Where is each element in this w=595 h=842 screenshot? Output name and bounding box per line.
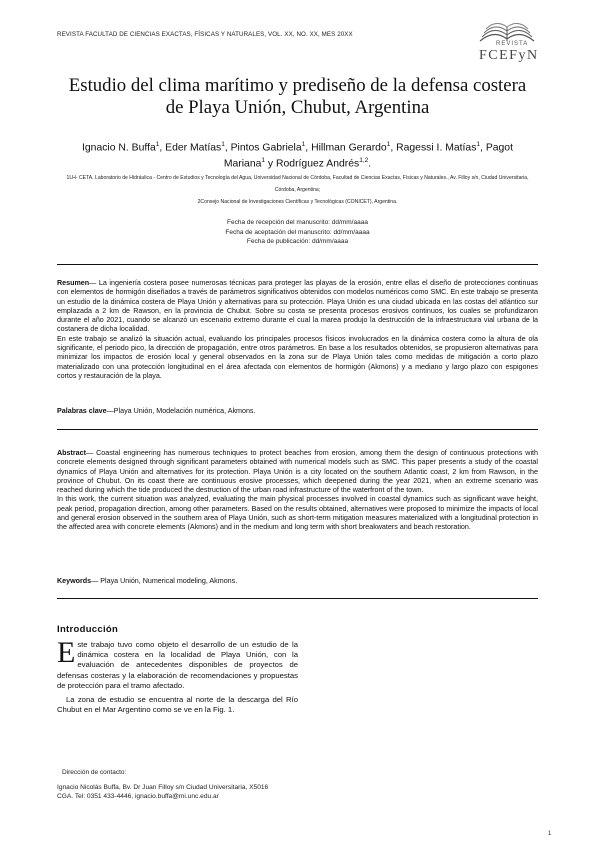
- abstract-block: [57, 449, 538, 533]
- section-heading-text: Introducción: [57, 624, 119, 635]
- author-affil-mark: 1: [476, 141, 481, 148]
- author-name: Hillman Gerardo: [311, 142, 387, 154]
- keywords-label: Keywords: [57, 577, 92, 585]
- manuscript-dates: [150, 218, 445, 247]
- abstract-text-2: In this work, the current situation was analyzed, evaluating the main physical processes involved in coastal dynamics such as significant wave height, peak period, propagation direction, among other parameters. Based on the results obtained, alternatives were proposed to minimize the impacts of local and general erosion observed in the southern area of Playa Unión, such as short-term mitigation measures materialized with a longitudinal protection in the affected area with concrete elements (Akmons) and in the medium and long term with short breakwaters and beach restoration.: [57, 495, 538, 532]
- author-affil-mark: 1: [386, 141, 391, 148]
- intro-body: [57, 636, 298, 715]
- resumen-text-1: — La ingeniería costera posee numerosas técnicas para proteger las playas de la erosión, entre ellas el diseño de protecciones continuas con elementos de hormigón diseñados a través de parámetros significativos obtenidos con modelos numéricos como SMC. En este trabajo se presenta un estudio de la dinámica costera de Playa Unión y alternativas para su protección. Playa Unión es una ciudad ubicada en las costas del atlántico sur emplazada a 2 km de Rawson, en la provincia de Chubut. Sobre su costa se presenta procesos erosivos continuos, los cuales se profundizaron durante el año 2021, cuando se alcanzó un escenario extremo durante el cual la marea produjo la destrucción de la infraestructura vial urbana de la costanera de dicha localidad.: [57, 279, 538, 334]
- date-received: Fecha de recepción del manuscrito: dd/mm/aaaa: [227, 219, 368, 226]
- journal-logo: [462, 17, 552, 63]
- resumen-label: Resumen: [57, 279, 90, 287]
- author-name: Ragessi I. Matías: [396, 142, 477, 154]
- author-affil-mark: 1: [155, 141, 160, 148]
- author-list: Ignacio N. Buffa$^1$, Eder Matías$^1$, Pintos Gabriela$^1$, Hillman Gerardo$^1$, Ragessi I. Matías$^1$, Pagot Mariana$^1$ y Rodríguez Andrés$^{1,2}$.: [82, 141, 513, 170]
- intro-text-2: La zona de estudio se encuentra al norte de la descarga del Río Chubut en el Mar Argentino como se ve en la Fig. 1.: [57, 695, 298, 715]
- author-name: Eder Matías: [165, 142, 222, 154]
- section-heading: [57, 624, 118, 635]
- intro-text-1: ste trabajo tuvo como objeto el desarrollo de un estudio de la dinámica costera en la localidad de Playa Unión, con la evaluación de antecedentes disponibles de proyectos de defensas costeras y la elaboración de recomendaciones y propuestas de protección para el tramo afectado.: [57, 640, 298, 690]
- page-number: 1: [548, 831, 552, 837]
- journal-header: REVISTA FACULTAD DE CIENCIAS EXACTAS, FÍSICAS Y NATURALES, VOL. XX, NO. XX, MES 20XX: [57, 31, 353, 38]
- author-affil-mark: 1: [301, 141, 306, 148]
- author-affil-mark: 1,2: [359, 157, 369, 165]
- date-accepted: Fecha de aceptación del manuscrito: dd/mm/aaaa: [225, 228, 370, 236]
- drop-cap: E: [57, 636, 76, 669]
- abstract-text-1: — Coastal engineering has numerous techniques to protect beaches from erosion, among them the design of continuous protections with concrete elements designed through significant parameters obtained with numerical models such as SMC. This paper presents a study of the coastal dynamics of Playa Unión and alternatives for its protection. Playa Unión is a city located on the southern Atlantic coast, 2 km from Rawson, in the province of Chubut. On its coast there are continuous erosive processes, which deepened during the year 2021, when an extreme scenario was reached during which the tide produced the destruction of the urban road infrastructure of the waterfront of the town.: [57, 449, 538, 495]
- affiliations: [60, 172, 535, 208]
- logo-fcefyn-text: FCEFyN: [479, 48, 539, 63]
- resumen-text-2: En este trabajo se analizó la situación actual, evaluando los principales procesos físicos involucrados en la dinámica costera como la altura de ola significante, el periodo pico, la dirección de propagación, entre otros parámetros. En base a los resultados obtenidos, se propusieron alternativas para minimizar los impactos de erosión local y general observados en la zona sur de Playa Unión tales como medidas de mitigación a corto plazo materializado con una protección longitudinal en el área afectada con elementos de hormigón (Akmons) y a mediano y largo plazo con espigones cortos y restauración de la playa.: [57, 334, 538, 380]
- contact-line-1: Ignacio Nicolás Buffa, Bv. Dr Juan Filloy s/n Ciudad Universitaria, X5016: [57, 784, 269, 791]
- palabras-clave-text: —Playa Unión, Modelación numérica, Akmons.: [106, 407, 256, 415]
- palabras-clave-label: Palabras clave: [57, 407, 107, 415]
- author-name: Ignacio N. Buffa: [82, 142, 156, 154]
- affiliation-1: 1LH- CETA. Laboratorio de Hidráulica - Centro de Estudios y Tecnología del Agua, Universidad Nacional de Córdoba, Facultad de Ciencias Exactas, Físicas y Naturales., Av. Filloy s/n, Ciudad Universitaria, Córdoba, Argentina;: [66, 175, 529, 193]
- author-affil-mark: 1: [221, 141, 225, 148]
- divider: [57, 598, 538, 599]
- author-name: Pintos Gabriela: [230, 142, 302, 154]
- resumen-block: [57, 279, 538, 381]
- divider: [57, 429, 538, 430]
- keywords: [57, 577, 538, 585]
- logo-revista-text: REVISTA: [496, 41, 529, 47]
- author-affil-mark: 1: [261, 157, 266, 165]
- date-published: Fecha de publicación: dd/mm/aaaa: [246, 238, 349, 245]
- author-name: Rodríguez Andrés: [276, 158, 360, 170]
- abstract-label: Abstract: [57, 449, 86, 457]
- divider: [57, 264, 538, 265]
- affiliation-2: 2Consejo Nacional de Investigaciones Científicas y Tecnológicas (CONICET), Argentina.: [197, 199, 398, 205]
- contact-line-2: CGA. Tel: 0351 433-4446, ignacio.buffa@mi.unc.edu.ar: [57, 793, 219, 800]
- keywords-text: — Playa Unión, Numerical modeling, Akmons.: [91, 577, 238, 585]
- contact-info: [57, 783, 268, 801]
- author-name: Pagot Mariana: [223, 142, 513, 170]
- paper-title: Estudio del clima marítimo y prediseño de la defensa costera de Playa Unión, Chubut, Argentina: [68, 75, 527, 118]
- contact-label: Dirección de contacto:: [62, 769, 127, 776]
- palabras-clave: [57, 407, 538, 415]
